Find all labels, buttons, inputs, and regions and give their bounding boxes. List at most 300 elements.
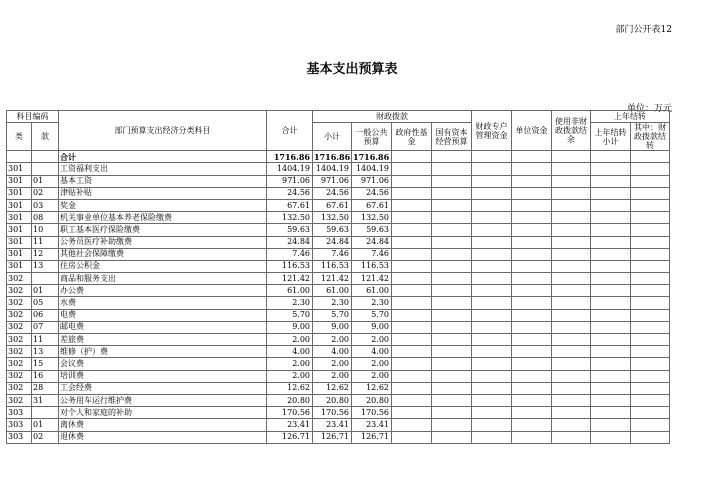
- item-cell: 15: [32, 358, 59, 370]
- unit-funds-cell: [512, 297, 552, 309]
- general-public-cell: 12.62: [352, 382, 392, 394]
- nonfiscal-balance-cell: [552, 285, 591, 297]
- gov-fund-cell: [392, 273, 432, 285]
- unit-funds-cell: [512, 394, 552, 406]
- total-cell: 132.50: [267, 212, 313, 224]
- class-cell: 302: [7, 382, 32, 394]
- item-cell: 02: [32, 187, 59, 199]
- carry-fiscal-cell: [631, 151, 670, 163]
- subject-name-cell: 基本工资: [59, 175, 267, 187]
- gov-fund-cell: [392, 260, 432, 272]
- fiscal-special-header: 财政专户管理资金: [472, 111, 512, 151]
- carry-subtotal-cell: [591, 151, 631, 163]
- carry-fiscal-cell: [631, 236, 670, 248]
- gov-fund-cell: [392, 358, 432, 370]
- carry-subtotal-cell: [591, 346, 631, 358]
- subject-name-cell: 机关事业单位基本养老保险缴费: [59, 212, 267, 224]
- item-header: 款: [32, 123, 59, 151]
- table-row: [7, 187, 670, 199]
- total-cell: 2.00: [267, 334, 313, 346]
- fiscal-special-cell: [472, 236, 512, 248]
- carry-fiscal-cell: [631, 431, 670, 443]
- class-cell: 302: [7, 394, 32, 406]
- carry-subtotal-cell: [591, 285, 631, 297]
- unit-label: 单位：万元: [626, 104, 672, 114]
- total-row: [7, 151, 670, 163]
- general-public-cell: 1716.86: [352, 151, 392, 163]
- subject-name-cell: 职工基本医疗保险缴费: [59, 224, 267, 236]
- subject-name-cell: 离休费: [59, 419, 267, 431]
- item-cell: 02: [32, 431, 59, 443]
- general-public-cell: 20.80: [352, 394, 392, 406]
- gov-fund-cell: [392, 346, 432, 358]
- unit-funds-cell: [512, 346, 552, 358]
- item-cell: 01: [32, 285, 59, 297]
- general-public-cell: 126.71: [352, 431, 392, 443]
- nonfiscal-balance-cell: [552, 151, 591, 163]
- nonfiscal-balance-cell: [552, 407, 591, 419]
- state-capital-cell: [432, 297, 472, 309]
- carry-fiscal-cell: [631, 163, 670, 175]
- subject-name-cell: 工会经费: [59, 382, 267, 394]
- class-cell: 301: [7, 260, 32, 272]
- state-capital-cell: [432, 199, 472, 211]
- unit-funds-cell: [512, 260, 552, 272]
- state-capital-cell: [432, 407, 472, 419]
- unit-funds-cell: [512, 236, 552, 248]
- fiscal-special-cell: [472, 297, 512, 309]
- subtotal-cell: 2.00: [313, 370, 352, 382]
- item-cell: 13: [32, 260, 59, 272]
- table-row: [7, 285, 670, 297]
- total-cell: 7.46: [267, 248, 313, 260]
- carryover-header: 上年结转: [591, 111, 670, 123]
- unit-funds-cell: [512, 163, 552, 175]
- fiscal-special-cell: [472, 285, 512, 297]
- general-public-cell: 2.00: [352, 334, 392, 346]
- fiscal-special-cell: [472, 334, 512, 346]
- state-capital-cell: [432, 334, 472, 346]
- item-cell: 11: [32, 334, 59, 346]
- gov-fund-cell: [392, 382, 432, 394]
- nonfiscal-balance-cell: [552, 175, 591, 187]
- nonfiscal-balance-cell: [552, 260, 591, 272]
- subtotal-cell: 9.00: [313, 321, 352, 333]
- nonfiscal-balance-cell: [552, 358, 591, 370]
- total-cell: 24.84: [267, 236, 313, 248]
- state-capital-cell: [432, 358, 472, 370]
- state-capital-cell: [432, 285, 472, 297]
- subject-name-cell: 电费: [59, 309, 267, 321]
- table-row: [7, 419, 670, 431]
- state-capital-cell: [432, 346, 472, 358]
- class-cell: 301: [7, 224, 32, 236]
- carry-subtotal-cell: [591, 419, 631, 431]
- unit-funds-cell: [512, 199, 552, 211]
- carry-subtotal-cell: [591, 163, 631, 175]
- subtotal-cell: 116.53: [313, 260, 352, 272]
- carry-fiscal-cell: [631, 199, 670, 211]
- nonfiscal-balance-cell: [552, 187, 591, 199]
- fiscal-special-cell: [472, 224, 512, 236]
- subject-name-cell: 合计: [59, 151, 267, 163]
- subject-name-cell: 工资福利支出: [59, 163, 267, 175]
- unit-funds-cell: [512, 273, 552, 285]
- total-cell: 971.06: [267, 175, 313, 187]
- general-public-cell: 23.41: [352, 419, 392, 431]
- item-cell: [32, 163, 59, 175]
- general-public-cell: 971.06: [352, 175, 392, 187]
- total-cell: 2.00: [267, 358, 313, 370]
- general-public-cell: 1404.19: [352, 163, 392, 175]
- subject-name-cell: 奖金: [59, 199, 267, 211]
- class-cell: 301: [7, 199, 32, 211]
- state-capital-cell: [432, 273, 472, 285]
- state-capital-cell: [432, 260, 472, 272]
- table-row: [7, 224, 670, 236]
- subtotal-cell: 23.41: [313, 419, 352, 431]
- subtotal-cell: 61.00: [313, 285, 352, 297]
- fiscal-special-cell: [472, 321, 512, 333]
- budget-table: [6, 110, 670, 444]
- state-capital-header: 国有资本经营预算: [432, 123, 472, 151]
- carry-fiscal-header: 其中：财政拨款结转: [631, 123, 670, 151]
- table-row: [7, 346, 670, 358]
- item-cell: 01: [32, 419, 59, 431]
- fiscal-special-cell: [472, 273, 512, 285]
- general-public-cell: 2.00: [352, 370, 392, 382]
- unit-funds-cell: [512, 321, 552, 333]
- total-cell: 2.00: [267, 370, 313, 382]
- report-number: 部门公开表12: [615, 25, 672, 35]
- state-capital-cell: [432, 419, 472, 431]
- subtotal-cell: 24.84: [313, 236, 352, 248]
- class-cell: 301: [7, 248, 32, 260]
- table-row: [7, 382, 670, 394]
- unit-funds-cell: [512, 175, 552, 187]
- gov-fund-cell: [392, 419, 432, 431]
- state-capital-cell: [432, 236, 472, 248]
- table-row: [7, 321, 670, 333]
- carry-subtotal-cell: [591, 175, 631, 187]
- subtotal-cell: 170.56: [313, 407, 352, 419]
- carry-subtotal-cell: [591, 297, 631, 309]
- gov-fund-cell: [392, 212, 432, 224]
- fiscal-special-cell: [472, 382, 512, 394]
- carry-fiscal-cell: [631, 285, 670, 297]
- gov-fund-cell: [392, 407, 432, 419]
- gov-fund-cell: [392, 431, 432, 443]
- item-cell: 03: [32, 199, 59, 211]
- gov-fund-cell: [392, 370, 432, 382]
- state-capital-cell: [432, 309, 472, 321]
- unit-funds-header: 单位资金: [512, 111, 552, 151]
- carry-fiscal-cell: [631, 297, 670, 309]
- carry-subtotal-cell: [591, 407, 631, 419]
- class-cell: 302: [7, 358, 32, 370]
- subject-name-cell: 对个人和家庭的补助: [59, 407, 267, 419]
- table-row: [7, 163, 670, 175]
- gov-fund-cell: [392, 321, 432, 333]
- fiscal-special-cell: [472, 260, 512, 272]
- nonfiscal-balance-cell: [552, 346, 591, 358]
- subtotal-cell: 971.06: [313, 175, 352, 187]
- subject-name-cell: 住房公积金: [59, 260, 267, 272]
- class-cell: 303: [7, 431, 32, 443]
- nonfiscal-balance-header: 使用非财政拨款结余: [552, 111, 591, 151]
- class-cell: 302: [7, 334, 32, 346]
- unit-funds-cell: [512, 151, 552, 163]
- fiscal-special-cell: [472, 175, 512, 187]
- total-cell: 5.70: [267, 309, 313, 321]
- subject-name-header: 部门预算支出经济分类科目: [59, 111, 267, 151]
- carry-subtotal-cell: [591, 358, 631, 370]
- gov-fund-cell: [392, 151, 432, 163]
- gov-fund-cell: [392, 297, 432, 309]
- carry-subtotal-cell: [591, 370, 631, 382]
- table-row: [7, 297, 670, 309]
- nonfiscal-balance-cell: [552, 212, 591, 224]
- table-row: [7, 273, 670, 285]
- carry-subtotal-header: 上年结转小计: [591, 123, 631, 151]
- carry-fiscal-cell: [631, 309, 670, 321]
- class-cell: 302: [7, 346, 32, 358]
- general-public-cell: 4.00: [352, 346, 392, 358]
- general-public-cell: 170.56: [352, 407, 392, 419]
- item-cell: 28: [32, 382, 59, 394]
- table-row: [7, 358, 670, 370]
- subject-name-cell: 会议费: [59, 358, 267, 370]
- gov-fund-cell: [392, 285, 432, 297]
- nonfiscal-balance-cell: [552, 224, 591, 236]
- table-row: [7, 309, 670, 321]
- subtotal-cell: 1404.19: [313, 163, 352, 175]
- nonfiscal-balance-cell: [552, 236, 591, 248]
- subtotal-header: 小计: [313, 123, 352, 151]
- carry-fiscal-cell: [631, 334, 670, 346]
- carry-fiscal-cell: [631, 273, 670, 285]
- carry-subtotal-cell: [591, 321, 631, 333]
- total-cell: 23.41: [267, 419, 313, 431]
- item-cell: [32, 407, 59, 419]
- state-capital-cell: [432, 151, 472, 163]
- gov-fund-cell: [392, 236, 432, 248]
- table-row: [7, 199, 670, 211]
- subtotal-cell: 2.00: [313, 334, 352, 346]
- carry-subtotal-cell: [591, 187, 631, 199]
- class-cell: 301: [7, 212, 32, 224]
- class-cell: 302: [7, 370, 32, 382]
- carry-fiscal-cell: [631, 187, 670, 199]
- carry-subtotal-cell: [591, 260, 631, 272]
- gov-fund-cell: [392, 224, 432, 236]
- unit-funds-cell: [512, 431, 552, 443]
- class-cell: [7, 151, 32, 163]
- unit-funds-cell: [512, 248, 552, 260]
- general-public-cell: 5.70: [352, 309, 392, 321]
- item-cell: 10: [32, 224, 59, 236]
- gov-fund-cell: [392, 163, 432, 175]
- unit-funds-cell: [512, 187, 552, 199]
- gov-fund-header: 政府性基金: [392, 123, 432, 151]
- class-cell: 302: [7, 285, 32, 297]
- unit-funds-cell: [512, 370, 552, 382]
- general-public-cell: 67.61: [352, 199, 392, 211]
- subject-name-cell: 培训费: [59, 370, 267, 382]
- item-cell: 16: [32, 370, 59, 382]
- total-cell: 116.53: [267, 260, 313, 272]
- class-cell: 302: [7, 297, 32, 309]
- item-cell: 13: [32, 346, 59, 358]
- general-public-cell: 7.46: [352, 248, 392, 260]
- carry-subtotal-cell: [591, 199, 631, 211]
- carry-subtotal-cell: [591, 334, 631, 346]
- page-title: 基本支出预算表: [306, 62, 398, 77]
- total-cell: 61.00: [267, 285, 313, 297]
- total-cell: 121.42: [267, 273, 313, 285]
- item-cell: 05: [32, 297, 59, 309]
- table-row: [7, 260, 670, 272]
- nonfiscal-balance-cell: [552, 199, 591, 211]
- item-cell: [32, 273, 59, 285]
- subtotal-cell: 2.30: [313, 297, 352, 309]
- state-capital-cell: [432, 212, 472, 224]
- nonfiscal-balance-cell: [552, 321, 591, 333]
- nonfiscal-balance-cell: [552, 334, 591, 346]
- unit-funds-cell: [512, 285, 552, 297]
- fiscal-special-cell: [472, 346, 512, 358]
- general-public-cell: 116.53: [352, 260, 392, 272]
- carry-fiscal-cell: [631, 419, 670, 431]
- subtotal-cell: 1716.86: [314, 151, 351, 162]
- total-cell: 1404.19: [267, 163, 313, 175]
- unit-funds-cell: [512, 334, 552, 346]
- table-row: [7, 248, 670, 260]
- total-cell: 4.00: [267, 346, 313, 358]
- item-cell: 11: [32, 236, 59, 248]
- nonfiscal-balance-cell: [552, 273, 591, 285]
- table-row: [7, 431, 670, 443]
- general-public-cell: 9.00: [352, 321, 392, 333]
- table-row: [7, 212, 670, 224]
- general-public-cell: 59.63: [352, 224, 392, 236]
- fiscal-special-cell: [472, 212, 512, 224]
- fiscal-special-cell: [472, 370, 512, 382]
- fiscal-special-cell: [472, 419, 512, 431]
- subject-name-cell: 水费: [59, 297, 267, 309]
- class-header: 类: [7, 123, 32, 151]
- subtotal-cell: 126.71: [313, 431, 352, 443]
- carry-subtotal-cell: [591, 394, 631, 406]
- subtotal-cell: 59.63: [313, 224, 352, 236]
- unit-funds-cell: [512, 358, 552, 370]
- total-cell: 170.56: [267, 407, 313, 419]
- table-row: [7, 407, 670, 419]
- item-cell: 07: [32, 321, 59, 333]
- total-cell: 24.56: [267, 187, 313, 199]
- nonfiscal-balance-cell: [552, 309, 591, 321]
- fiscal-special-cell: [472, 187, 512, 199]
- fiscal-special-cell: [472, 248, 512, 260]
- subtotal-cell: 67.61: [313, 199, 352, 211]
- carry-fiscal-cell: [631, 175, 670, 187]
- carry-fiscal-cell: [631, 370, 670, 382]
- nonfiscal-balance-cell: [552, 163, 591, 175]
- carry-fiscal-cell: [631, 212, 670, 224]
- class-cell: 303: [7, 407, 32, 419]
- subtotal-cell: 4.00: [313, 346, 352, 358]
- subject-name-cell: 商品和服务支出: [59, 273, 267, 285]
- table-row: [7, 370, 670, 382]
- gov-fund-cell: [392, 334, 432, 346]
- item-cell: 12: [32, 248, 59, 260]
- carry-fiscal-cell: [631, 382, 670, 394]
- total-cell: 2.30: [267, 297, 313, 309]
- subject-name-cell: 其他社会保障缴费: [59, 248, 267, 260]
- gov-fund-cell: [392, 394, 432, 406]
- subtotal-cell: 12.62: [313, 382, 352, 394]
- fiscal-special-cell: [472, 407, 512, 419]
- subject-code-header: 科目编码: [7, 111, 59, 123]
- item-cell: 06: [32, 309, 59, 321]
- total-cell: 1716.86: [267, 151, 313, 163]
- nonfiscal-balance-cell: [552, 297, 591, 309]
- fiscal-special-cell: [472, 163, 512, 175]
- general-public-cell: 2.00: [352, 358, 392, 370]
- subject-name-cell: 办公费: [59, 285, 267, 297]
- state-capital-cell: [432, 431, 472, 443]
- subtotal-cell: 2.00: [313, 358, 352, 370]
- carry-subtotal-cell: [591, 273, 631, 285]
- subtotal-cell: 132.50: [313, 212, 352, 224]
- total-cell: 9.00: [267, 321, 313, 333]
- carry-subtotal-cell: [591, 431, 631, 443]
- carry-fiscal-cell: [631, 358, 670, 370]
- general-public-cell: 24.84: [352, 236, 392, 248]
- nonfiscal-balance-cell: [552, 394, 591, 406]
- carry-fiscal-cell: [631, 321, 670, 333]
- general-public-cell: 132.50: [352, 212, 392, 224]
- fiscal-special-cell: [472, 199, 512, 211]
- carry-subtotal-cell: [591, 248, 631, 260]
- nonfiscal-balance-cell: [552, 382, 591, 394]
- state-capital-cell: [432, 163, 472, 175]
- fiscal-special-cell: [472, 309, 512, 321]
- class-cell: 303: [7, 419, 32, 431]
- general-public-header: 一般公共预算: [352, 123, 392, 151]
- fiscal-special-cell: [472, 394, 512, 406]
- subtotal-cell: 20.80: [313, 394, 352, 406]
- state-capital-cell: [432, 370, 472, 382]
- subject-name-cell: 差旅费: [59, 334, 267, 346]
- class-cell: 301: [7, 175, 32, 187]
- item-cell: 01: [32, 175, 59, 187]
- carry-subtotal-cell: [591, 309, 631, 321]
- subject-name-cell: 维修（护）费: [59, 346, 267, 358]
- gov-fund-cell: [392, 199, 432, 211]
- table-row: [7, 334, 670, 346]
- state-capital-cell: [432, 175, 472, 187]
- unit-funds-cell: [512, 224, 552, 236]
- gov-fund-cell: [392, 248, 432, 260]
- state-capital-cell: [432, 248, 472, 260]
- class-cell: 301: [7, 187, 32, 199]
- subject-name-cell: 公务用车运行维护费: [59, 394, 267, 406]
- state-capital-cell: [432, 187, 472, 199]
- item-cell: 08: [32, 212, 59, 224]
- total-header: 合计: [267, 111, 313, 151]
- total-cell: 126.71: [267, 431, 313, 443]
